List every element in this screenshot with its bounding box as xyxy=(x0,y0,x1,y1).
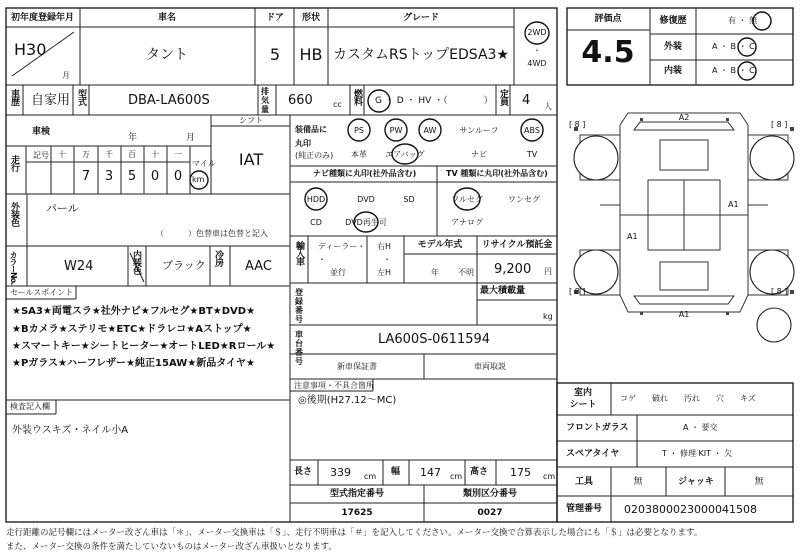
digit-head-tens: 十 xyxy=(151,150,159,159)
import-label: 輸入車 xyxy=(294,241,304,265)
interior-grade-options: A ・ B ・ C xyxy=(712,66,755,75)
height-label: 高さ xyxy=(470,467,489,477)
damage-code-a1: A1 xyxy=(627,232,638,241)
sales-point-line: ★Pガラス★ハーフレザー★純正15AW★新品タイヤ★ xyxy=(12,358,255,369)
shift-value: IAT xyxy=(238,150,264,169)
grade: カスタムRSトップEDSA3★ xyxy=(332,47,510,63)
tools-value: 無 xyxy=(633,477,643,487)
capacity-label: 定員 xyxy=(498,89,508,105)
width-value: 147 xyxy=(420,466,441,479)
height-unit: cm xyxy=(543,472,556,481)
interior-color: ブラック xyxy=(162,259,206,272)
drive-4wd: 4WD xyxy=(527,59,547,68)
navi-type-label: ナビ種類に丸印(社外品含む) xyxy=(313,169,417,178)
capacity-unit: 人 xyxy=(544,102,552,111)
owner-manual: 車両取説 xyxy=(474,362,506,371)
ac-label: 冷房 xyxy=(213,250,223,266)
spare-tire-options: T ・ 修理 KIT ・ 欠 xyxy=(662,449,733,458)
length-label: 長さ xyxy=(294,467,313,477)
inspector-note: 外装ウスキズ・ネイル小A xyxy=(12,425,129,436)
drive-sep: ・ xyxy=(533,46,541,55)
color-change-note: （ ）色替車は色替と記入 xyxy=(156,229,268,238)
type-designation-label: 型式指定番号 xyxy=(329,489,385,499)
first-reg-label: 初年度登録年月 xyxy=(11,13,75,23)
grade-label: グレード xyxy=(402,13,440,23)
month-unit: 月 xyxy=(186,133,196,143)
width-label: 幅 xyxy=(391,467,401,477)
usage-label: 車歴 xyxy=(9,89,19,105)
repair-history-options: 有 ・ 無 xyxy=(728,16,758,25)
handle-left: 左H xyxy=(377,268,392,277)
footer-note: 走行距離の記号欄にはメーター改ざん車は「＊」、メーター交換車は「＄」、走行不明車は「＃」を記入してください。メーター交換で合算表示した場合にも「＄」は必要となります。 xyxy=(6,528,703,538)
length-value: 339 xyxy=(330,466,351,479)
recycle-unit: 円 xyxy=(544,267,552,276)
exterior-grade-label: 外装 xyxy=(663,42,683,52)
width-unit: cm xyxy=(450,472,463,481)
jack-value: 無 xyxy=(754,477,764,487)
damage-code-a2: A2 xyxy=(678,113,690,122)
fuel-options: G ・ D ・ HV ・（ ） xyxy=(375,96,493,106)
height-value: 175 xyxy=(510,466,531,479)
tools-label: 工具 xyxy=(574,477,594,487)
mileage-digit: 0 xyxy=(173,169,183,184)
handle-dot: ・ xyxy=(383,255,391,264)
control-number: 0203800023000041508 xyxy=(624,503,757,516)
repair-history-label: 修復歴 xyxy=(659,16,687,26)
shift-label: シフト xyxy=(239,116,263,125)
equip-navi: ナビ xyxy=(471,150,487,159)
mileage-label: 走行 xyxy=(9,155,19,171)
recycle-fee: 9,200 xyxy=(494,262,532,277)
import-parallel: 並行 xyxy=(330,268,346,277)
digit-head-ones: 一 xyxy=(174,150,182,159)
reg-number-label: 登録番号 xyxy=(295,288,303,324)
max-load-label: 最大積載量 xyxy=(480,286,526,296)
model-type: DBA-LA600S xyxy=(128,93,210,108)
tv-analog: アナログ xyxy=(451,218,483,227)
equip-airbag: エアバッグ xyxy=(385,150,425,159)
seat-options: コゲ 破れ 汚れ 穴 キズ xyxy=(620,394,756,403)
interior-grade-label: 内装 xyxy=(663,66,683,76)
equip-aw: AW xyxy=(423,126,437,135)
navi-hdd: HDD xyxy=(306,195,326,204)
tv-oneseg: ワンセグ xyxy=(508,195,540,204)
equipment-label-3: (純正のみ) xyxy=(295,151,334,160)
km-unit: km xyxy=(192,175,205,184)
chassis-label: 車台番号 xyxy=(295,330,303,366)
inspection-label: 車検 xyxy=(32,127,51,137)
sales-point-line: ★SA3★両電スラ★社外ナビ★フルセグ★BT★DVD★ xyxy=(12,306,256,317)
year-unit: 年 xyxy=(128,133,138,143)
tread-depth-rear-right: [ 8 ] xyxy=(771,287,788,296)
seat-label-2: シート xyxy=(569,400,597,410)
notice-label: 注意事項・不具合箇所 xyxy=(294,381,374,390)
mile-unit: マイル xyxy=(192,159,216,168)
digit-head-ten-thousands: 万 xyxy=(82,150,90,159)
score-value: 4.5 xyxy=(581,35,635,70)
sales-point-line: ★スマートキー★シートヒーター★オートLED★Rロール★ xyxy=(12,341,276,352)
handle-right: 右H xyxy=(377,242,392,251)
shape-label: 形状 xyxy=(301,13,321,23)
color-no: W24 xyxy=(64,259,94,274)
color-no-label: カラーNo. xyxy=(9,251,18,285)
mileage-code-label: 記号 xyxy=(33,151,49,160)
drive-2wd: 2WD xyxy=(527,28,547,37)
mileage-digit: 3 xyxy=(104,169,114,184)
exterior-color-label: 外装色 xyxy=(9,202,19,226)
damage-code-a1: A1 xyxy=(678,310,690,319)
max-load-unit: kg xyxy=(543,312,553,321)
equipment-label-2: 丸印 xyxy=(295,139,311,148)
seat-label: 室内 xyxy=(573,388,593,398)
sales-points-label: セールスポイント xyxy=(10,288,74,297)
interior-color-label: 内装色 xyxy=(131,250,141,274)
tread-depth-rear-left: [ 8 ] xyxy=(569,287,586,296)
import-dot: ・ xyxy=(318,255,326,264)
exterior-grade-options: A ・ B ・ C xyxy=(712,42,755,51)
score-label: 評価点 xyxy=(594,14,622,24)
mileage-digit: 5 xyxy=(127,169,137,184)
new-car-warranty: 新車保証書 xyxy=(337,362,377,371)
model-year-label: モデル年式 xyxy=(417,240,463,250)
sales-point-line: ★Bカメラ★ステリモ★ETC★ドラレコ★Aストップ★ xyxy=(12,324,252,335)
navi-cd: CD xyxy=(310,218,322,227)
recycle-label: リサイクル預託金 xyxy=(481,240,553,250)
displacement-label: 排気量 xyxy=(261,87,269,114)
category-number: 0027 xyxy=(477,508,503,518)
spare-tire-label: スペアタイヤ xyxy=(566,449,620,459)
equip-tv: TV xyxy=(526,150,538,159)
length-unit: cm xyxy=(364,472,377,481)
mileage-digit: 0 xyxy=(150,169,160,184)
import-dealer: ディーラー・ xyxy=(318,242,366,251)
displacement-unit: cc xyxy=(333,100,342,109)
digit-head-hundreds: 百 xyxy=(128,150,136,159)
displacement: 660 xyxy=(288,93,313,108)
inspector-notes-label: 検査記入欄 xyxy=(10,402,50,411)
damage-code-a1: A1 xyxy=(728,200,739,209)
fuel-label: 燃料 xyxy=(352,89,362,105)
door-count: 5 xyxy=(269,45,281,64)
usage: 自家用 xyxy=(31,93,71,108)
chassis-number: LA600S-0611594 xyxy=(377,332,491,347)
digit-head-thousands: 千 xyxy=(105,150,113,159)
ac-type: AAC xyxy=(245,259,272,274)
tv-type-label: TV 種類に丸印(社外品含む) xyxy=(446,169,548,178)
first-reg-year: H30 xyxy=(14,40,47,59)
model-year-unknown: 不明 xyxy=(458,268,474,277)
type-designation: 17625 xyxy=(341,508,373,518)
mileage-digit: 7 xyxy=(81,169,91,184)
equip-abs: ABS xyxy=(524,126,540,135)
jack-label: ジャッキ xyxy=(678,477,714,487)
tv-fullseg: フルセグ xyxy=(451,195,483,204)
exterior-color: パール xyxy=(46,202,79,215)
control-number-label: 管理番号 xyxy=(565,504,603,514)
month-label: 月 xyxy=(62,71,70,80)
equipment-label: 装備品に xyxy=(295,125,327,134)
navi-dvd: DVD xyxy=(357,195,375,204)
tread-depth-front-left: [ 8 ] xyxy=(569,120,586,129)
digit-head-ten-thousands10: 十 xyxy=(58,150,66,159)
equip-leather: 本革 xyxy=(351,150,367,159)
car-name: タント xyxy=(146,47,188,63)
model-type-label: 型式 xyxy=(76,89,86,105)
equip-sunroof: サンルーフ xyxy=(459,126,499,135)
equip-ps: PS xyxy=(354,126,364,135)
navi-sd: SD xyxy=(403,195,415,204)
tread-depth-front-right: [ 8 ] xyxy=(771,120,788,129)
body-shape: HB xyxy=(299,45,323,64)
model-year-unit: 年 xyxy=(431,268,439,277)
capacity: 4 xyxy=(522,93,531,108)
windshield-label: フロントガラス xyxy=(566,423,629,433)
category-label: 類別区分番号 xyxy=(462,489,518,499)
car-name-label: 車名 xyxy=(157,13,177,23)
equip-pw: PW xyxy=(389,126,403,135)
windshield-options: A ・ 要交 xyxy=(683,423,718,432)
doors-label: ドア xyxy=(266,13,284,23)
footer-note: また、メーター交換の条件を満たしていないものはメーター改ざん車扱いとなります。 xyxy=(6,542,337,552)
navi-dvd-play: DVD再生可 xyxy=(345,218,387,227)
notice-value: ◎後期(H27.12〜MC) xyxy=(298,395,397,406)
